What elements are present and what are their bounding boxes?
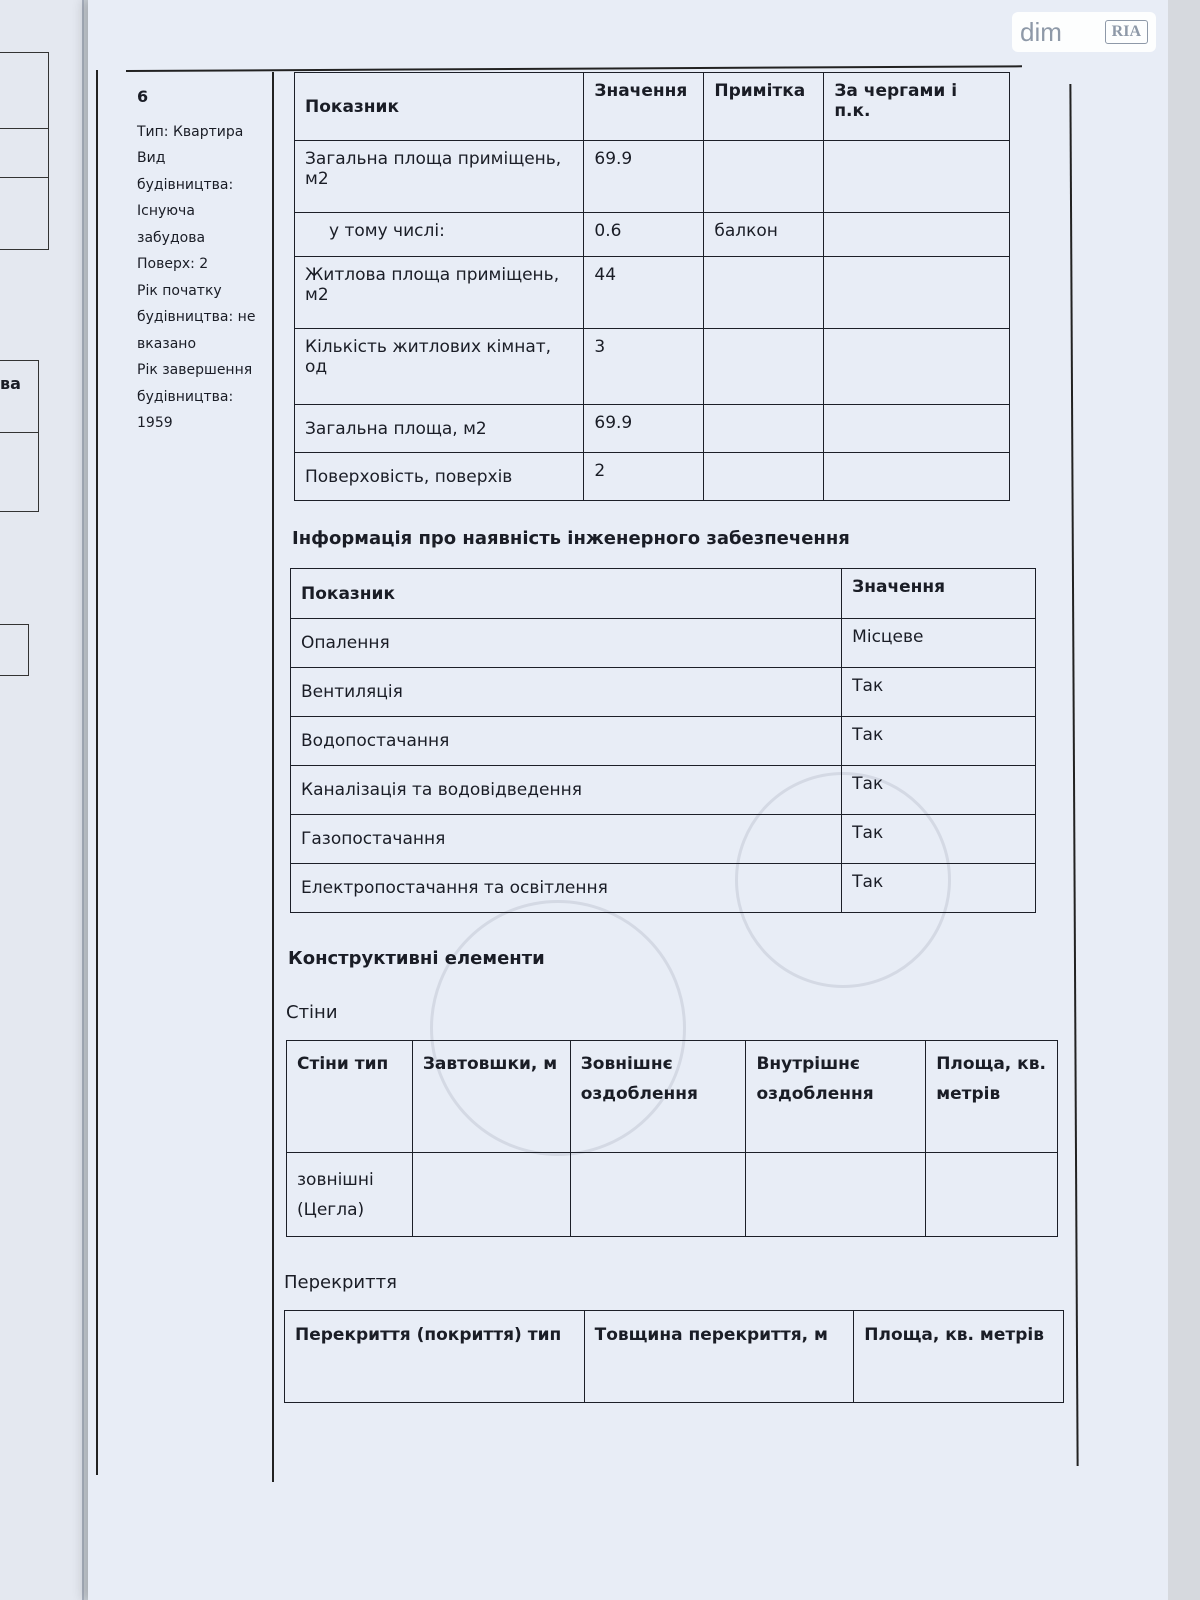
table-cell bbox=[926, 1153, 1058, 1237]
table-cell: Газопостачання bbox=[291, 815, 842, 864]
frame-line bbox=[96, 70, 98, 1475]
table-row bbox=[295, 405, 1010, 453]
table-row bbox=[295, 453, 1010, 501]
table-header: Стіни тип bbox=[287, 1041, 413, 1153]
table-cell: Електропостачання та освітлення bbox=[291, 864, 842, 913]
table-cell: Вентиляція bbox=[291, 668, 842, 717]
table-header: Площа, кв. метрів bbox=[854, 1311, 1064, 1403]
summary-line: Поверх: 2 bbox=[137, 256, 209, 272]
table-row bbox=[291, 619, 1036, 668]
summary-line: будівництва: bbox=[137, 176, 234, 193]
adjacent-table-fragment bbox=[0, 624, 29, 676]
table-cell: балкон bbox=[704, 213, 824, 257]
table-row bbox=[295, 257, 1010, 329]
table-cell bbox=[704, 453, 824, 501]
adjacent-page-label: ва bbox=[0, 374, 21, 393]
table-header: Значення bbox=[842, 569, 1036, 619]
table-header: Зовнішнє оздоблення bbox=[570, 1041, 746, 1153]
table-row bbox=[295, 213, 1010, 257]
adjacent-page bbox=[0, 0, 84, 1600]
table-cell bbox=[704, 405, 824, 453]
table-row bbox=[291, 815, 1036, 864]
table-header: Значення bbox=[584, 73, 704, 141]
table-cell: Так bbox=[842, 815, 1036, 864]
table-cell bbox=[824, 257, 1010, 329]
frame-line bbox=[272, 72, 274, 1482]
table-cell: Опалення bbox=[291, 619, 842, 668]
table-row bbox=[291, 717, 1036, 766]
table-cell: Водопостачання bbox=[291, 717, 842, 766]
object-summary bbox=[137, 84, 272, 437]
summary-line: Вид bbox=[137, 150, 166, 166]
object-number: 6 bbox=[137, 87, 149, 106]
table-cell: Кількість житлових кімнат, од bbox=[295, 329, 584, 405]
table-cell bbox=[746, 1153, 926, 1237]
table-cell bbox=[824, 329, 1010, 405]
table-row bbox=[291, 668, 1036, 717]
table-cell: Так bbox=[842, 766, 1036, 815]
table-cell bbox=[824, 405, 1010, 453]
table-cell bbox=[570, 1153, 746, 1237]
table-cell: 2 bbox=[584, 453, 704, 501]
table-cell: Поверховість, поверхів bbox=[295, 453, 584, 501]
table-cell: Місцеве bbox=[842, 619, 1036, 668]
engineering-section-title: Інформація про наявність інженерного забезпечення bbox=[292, 528, 850, 549]
table-row bbox=[291, 766, 1036, 815]
table-cell bbox=[412, 1153, 570, 1237]
table-cell: Так bbox=[842, 668, 1036, 717]
table-header: Товщина перекриття, м bbox=[584, 1311, 854, 1403]
table-cell: 69.9 bbox=[584, 141, 704, 213]
table-cell: Житлова площа приміщень, м2 bbox=[295, 257, 584, 329]
dim-ria-watermark bbox=[1012, 12, 1156, 52]
table-header: Показник bbox=[295, 73, 584, 141]
area-indicators-table bbox=[294, 72, 1010, 501]
table-cell bbox=[824, 141, 1010, 213]
summary-line: будівництва: не bbox=[137, 309, 256, 325]
adjacent-table-fragment bbox=[0, 432, 38, 434]
table-cell: Каналізація та водовідведення bbox=[291, 766, 842, 815]
summary-line: будівництва: bbox=[137, 388, 234, 405]
table-cell: Так bbox=[842, 717, 1036, 766]
walls-table bbox=[286, 1040, 1058, 1237]
summary-line: 1959 bbox=[137, 415, 173, 431]
table-cell: зовнішні (Цегла) bbox=[287, 1153, 413, 1237]
watermark-dim: dim bbox=[1020, 16, 1062, 47]
walls-subtitle: Стіни bbox=[286, 1002, 338, 1023]
table-cell bbox=[704, 257, 824, 329]
table-header: За чергами і п.к. bbox=[824, 73, 1010, 141]
summary-line: Рік завершення bbox=[137, 362, 253, 378]
summary-line: Існуюча bbox=[137, 203, 195, 219]
table-cell: 44 bbox=[584, 257, 704, 329]
summary-line: Тип: Квартира bbox=[137, 123, 244, 140]
table-cell: 69.9 bbox=[584, 405, 704, 453]
summary-line: забудова bbox=[137, 229, 206, 246]
table-header: Примітка bbox=[704, 73, 824, 141]
table-cell bbox=[704, 141, 824, 213]
construction-section-title: Конструктивні елементи bbox=[288, 948, 545, 969]
adjacent-table-fragment bbox=[0, 128, 49, 178]
table-cell: у тому числі: bbox=[295, 213, 584, 257]
table-cell: Так bbox=[842, 864, 1036, 913]
table-row bbox=[291, 864, 1036, 913]
engineering-table bbox=[290, 568, 1036, 913]
floors-subtitle: Перекриття bbox=[284, 1272, 397, 1293]
table-header: Площа, кв. метрів bbox=[926, 1041, 1058, 1153]
page-edge bbox=[1168, 0, 1200, 1600]
floors-table bbox=[284, 1310, 1064, 1403]
table-cell: Загальна площа приміщень, м2 bbox=[295, 141, 584, 213]
table-cell bbox=[824, 213, 1010, 257]
table-header: Завтовшки, м bbox=[412, 1041, 570, 1153]
summary-line: Рік початку bbox=[137, 282, 222, 299]
table-header: Внутрішнє оздоблення bbox=[746, 1041, 926, 1153]
table-header: Показник bbox=[291, 569, 842, 619]
table-row bbox=[295, 329, 1010, 405]
table-row bbox=[295, 141, 1010, 213]
table-header: Перекриття (покриття) тип bbox=[285, 1311, 585, 1403]
watermark-ria-logo: RIA bbox=[1105, 20, 1148, 44]
table-row bbox=[287, 1153, 1058, 1237]
table-cell bbox=[704, 329, 824, 405]
summary-line: вказано bbox=[137, 335, 197, 352]
table-cell bbox=[824, 453, 1010, 501]
table-cell: 3 bbox=[584, 329, 704, 405]
table-cell: 0.6 bbox=[584, 213, 704, 257]
table-cell: Загальна площа, м2 bbox=[295, 405, 584, 453]
